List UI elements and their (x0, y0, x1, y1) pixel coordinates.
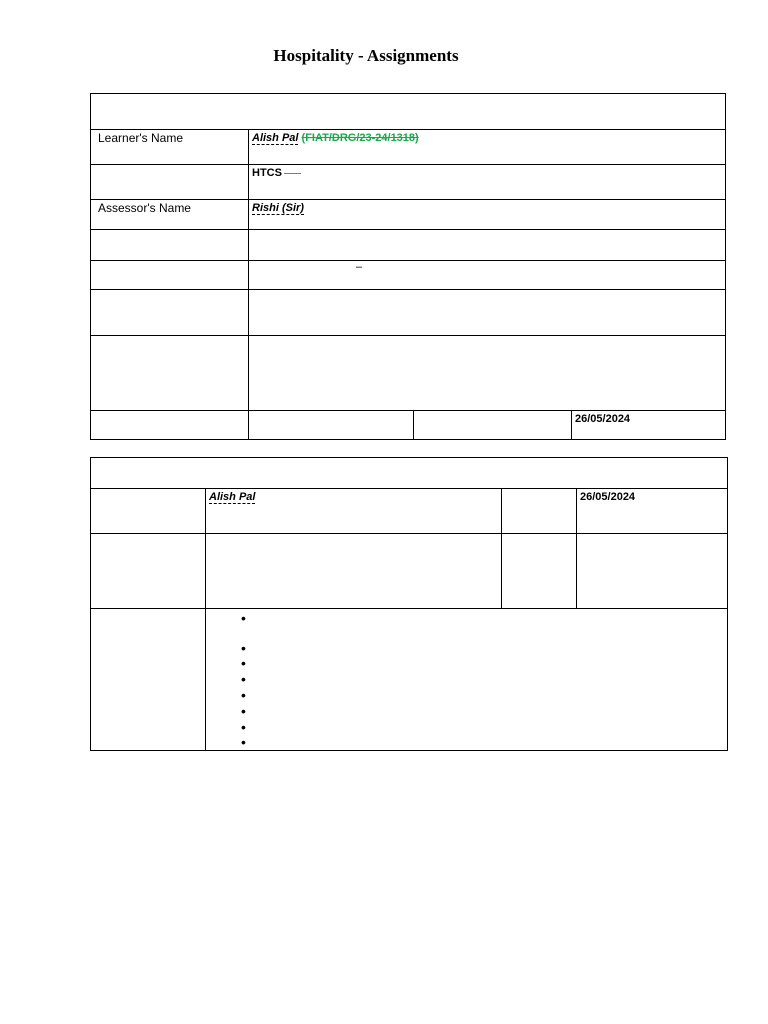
dash-mark: – (356, 261, 363, 273)
empty-label-cell (91, 290, 249, 336)
page-title: Hospitality - Assignments (273, 46, 459, 65)
dash-value-cell[interactable] (249, 261, 726, 290)
learner-name-value: Alish Pal (252, 132, 299, 144)
empty-label-cell (502, 489, 577, 534)
bullet-item: • (241, 610, 246, 626)
bullet-list-cell[interactable] (206, 609, 728, 751)
empty-value-cell[interactable] (249, 336, 726, 411)
learner-name-label: Learner's Name (98, 131, 183, 145)
empty-label-cell (91, 609, 206, 751)
bullet-item: • (241, 719, 246, 735)
empty-label-cell (91, 261, 249, 290)
review-date-cell[interactable] (577, 489, 728, 534)
bullet-item: • (241, 671, 246, 687)
empty-value-cell[interactable] (414, 411, 572, 440)
empty-label-cell (91, 489, 206, 534)
learner-name-value-cell[interactable] (249, 130, 726, 165)
submission-date: 26/05/2024 (575, 413, 631, 425)
review-learner-cell[interactable] (206, 489, 502, 534)
bullet-item: • (241, 655, 246, 671)
assessor-name-value: Rishi (Sir) (252, 202, 304, 214)
course-value: HTCS (252, 167, 282, 179)
course-label-cell (91, 165, 249, 200)
review-header-cell (91, 458, 728, 489)
header-row-cell (91, 94, 726, 130)
submission-date-cell[interactable] (572, 411, 726, 440)
empty-value-cell[interactable] (249, 230, 726, 261)
learner-name-label-cell (91, 130, 249, 165)
empty-label-cell (91, 411, 249, 440)
bullet-item: • (241, 687, 246, 703)
assessor-name-label: Assessor's Name (98, 201, 191, 215)
bullet-item: • (241, 640, 246, 656)
empty-label-cell (91, 336, 249, 411)
bullet-item: • (241, 703, 246, 719)
empty-label-cell (91, 534, 206, 609)
empty-value-cell[interactable] (577, 534, 728, 609)
empty-label-cell (502, 534, 577, 609)
bullet-item: • (241, 734, 246, 750)
empty-value-cell[interactable] (206, 534, 502, 609)
review-learner-name: Alish Pal (209, 491, 256, 503)
assignment-details-table (90, 93, 726, 440)
empty-label-cell (91, 230, 249, 261)
assessor-value-cell[interactable] (249, 200, 726, 230)
learner-id-struck: (FIAT/DRG/23-24/1318) (301, 132, 419, 144)
review-date: 26/05/2024 (580, 491, 636, 503)
empty-value-cell[interactable] (249, 411, 414, 440)
empty-value-cell[interactable] (249, 290, 726, 336)
course-value-cell[interactable] (249, 165, 726, 200)
review-table (90, 457, 728, 751)
assessor-label-cell (91, 200, 249, 230)
insertion-mark (284, 173, 301, 174)
